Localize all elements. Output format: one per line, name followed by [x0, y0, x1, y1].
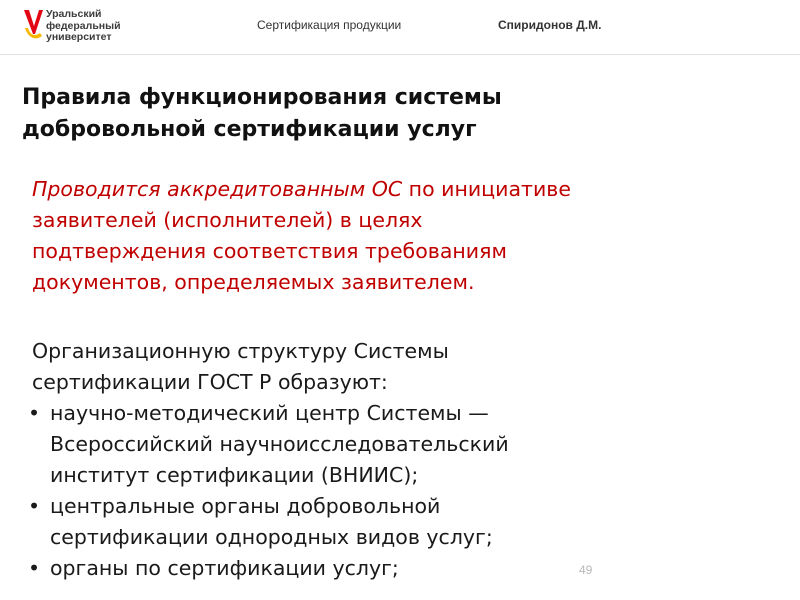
slide-title-line-1: Правила функционирования системы: [22, 85, 502, 110]
urfu-logo-mark-icon: [22, 8, 44, 42]
paragraph-line-3: подтверждения соответствия требованиям: [32, 239, 507, 263]
org-structure-intro: [32, 336, 772, 398]
bullet-icon: •: [28, 494, 41, 518]
logo-wordmark: [46, 9, 121, 44]
paragraph-italic-phrase: Проводится аккредитованным ОС: [32, 177, 403, 201]
org-intro-line-2: сертификации ГОСТ Р образуют:: [32, 370, 388, 394]
list-item-line: органы по сертификации услуг;: [50, 556, 399, 580]
org-structure-list: [28, 398, 788, 584]
list-item-line: центральные органы добровольной: [50, 494, 441, 518]
header-divider: [0, 54, 800, 55]
header-author: Спиридонов Д.М.: [498, 18, 602, 32]
paragraph-line-1: [32, 174, 752, 205]
list-item-line: институт сертификации (ВНИИС);: [50, 463, 419, 487]
list-item: [28, 491, 788, 553]
page-number: 49: [579, 563, 593, 577]
slide-header: [0, 0, 800, 60]
bullet-icon: •: [28, 401, 41, 425]
list-item: [28, 398, 788, 491]
list-item-line: Всероссийский научноисследовательский: [50, 432, 509, 456]
list-item-line: сертификации однородных видов услуг;: [50, 525, 493, 549]
list-item: [28, 553, 788, 584]
logo-line-2: федеральный: [46, 19, 121, 32]
slide-title: [22, 82, 722, 146]
paragraph-line-4: документов, определяемых заявителем.: [32, 270, 475, 294]
paragraph-line-1-rest: по инициативе: [402, 177, 571, 201]
slide-title-line-2: добровольной сертификации услуг: [22, 117, 477, 142]
accreditation-paragraph: [32, 174, 752, 298]
paragraph-line-2: заявителей (исполнителей) в целях: [32, 208, 423, 232]
logo-line-1: Уральский: [46, 8, 102, 20]
org-intro-line-1: Организационную структуру Системы: [32, 339, 449, 363]
bullet-icon: •: [28, 556, 41, 580]
list-item-line: научно-методический центр Системы —: [50, 401, 489, 425]
header-topic: Сертификация продукции: [257, 18, 402, 32]
logo-line-3: университет: [46, 31, 112, 43]
university-logo: [22, 8, 132, 44]
